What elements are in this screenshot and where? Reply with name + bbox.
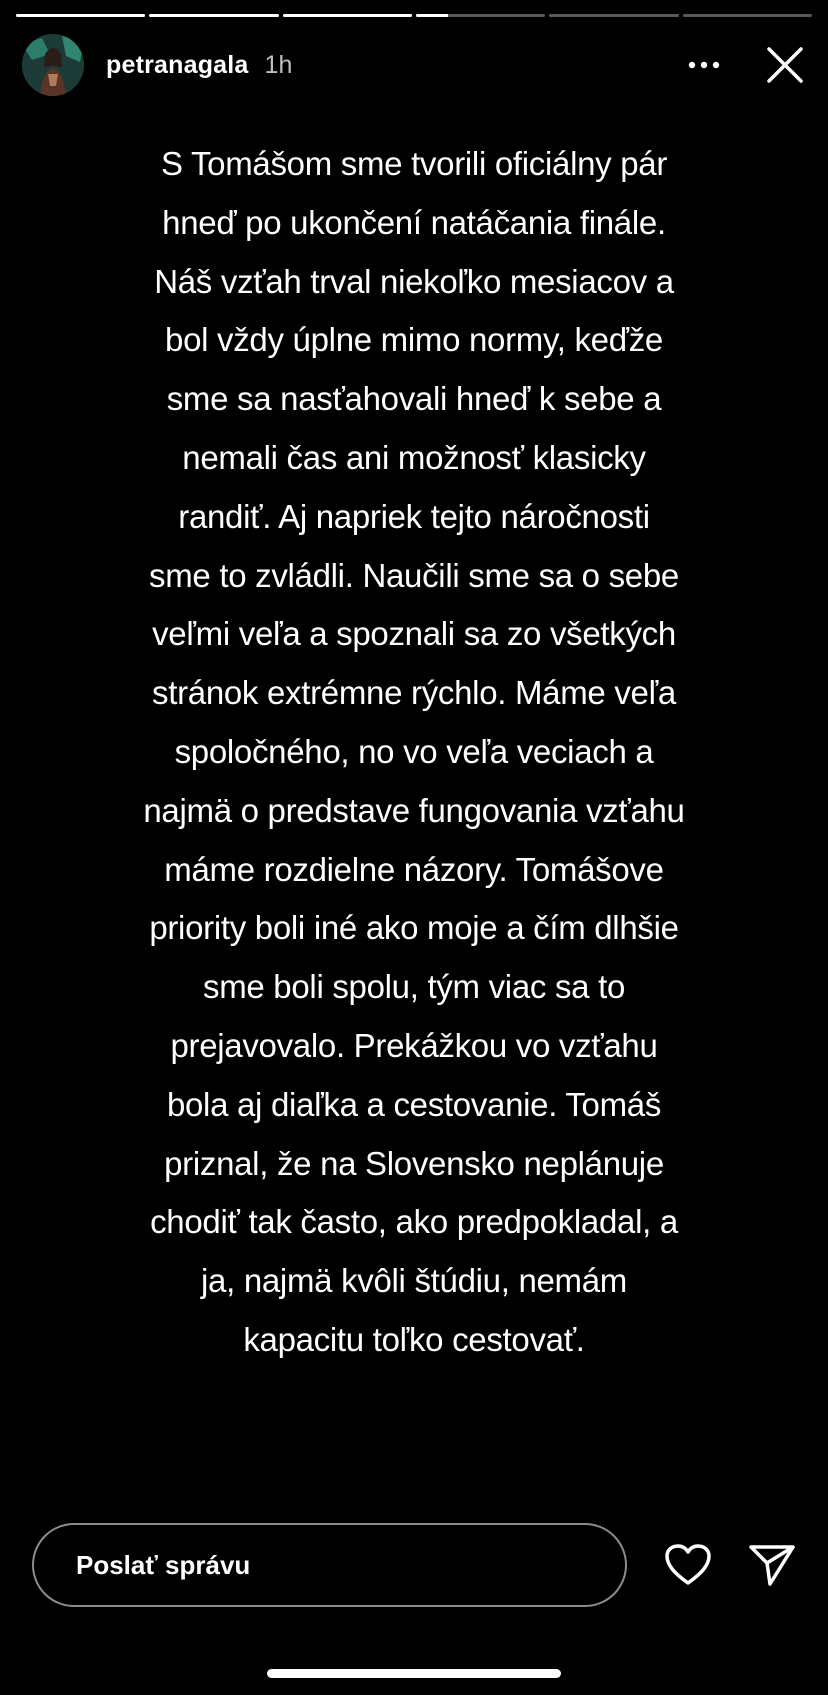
- progress-segment: [683, 14, 812, 17]
- progress-segment-fill: [283, 14, 412, 17]
- send-icon[interactable]: [748, 1543, 796, 1587]
- username[interactable]: petranagala: [106, 50, 249, 79]
- progress-segment: [149, 14, 278, 17]
- reply-bar[interactable]: [32, 1523, 627, 1607]
- progress-segment-fill: [16, 14, 145, 17]
- progress-segment: [549, 14, 678, 17]
- avatar[interactable]: [22, 34, 84, 96]
- story-header: [22, 34, 806, 96]
- more-horizontal-icon[interactable]: [684, 45, 724, 85]
- story-progress-bar: [16, 14, 812, 18]
- progress-segment: [416, 14, 545, 17]
- progress-segment: [16, 14, 145, 17]
- close-icon[interactable]: [764, 44, 806, 86]
- home-indicator: [267, 1669, 561, 1678]
- heart-icon[interactable]: [664, 1543, 712, 1587]
- post-time: 1h: [264, 50, 293, 79]
- progress-segment-fill: [149, 14, 278, 17]
- story-text: S Tomášom sme tvorili oficiálny pár hneď po ukončení natáčania finále. Náš vzťah trval niekoľko mesiacov a bol vždy úplne mimo normy, keďže sme sa nasťahovali hneď k sebe a nemali čas ani možnosť klasicky randiť. Aj napriek tejto náročnosti sme to zvládli. Naučili sme sa o sebe veľmi veľa a spoznali sa zo všetkých stránok extrémne rýchlo. Máme veľa spoločného, no vo veľa veciach a najmä o predstave fungovania vzťahu máme rozdielne názory. Tomášove priority boli iné ako moje a čím dlhšie sme boli spolu, tým viac sa to prejavovalo. Prekážkou vo vzťahu bola aj diaľka a cestovanie. Tomáš priznal, že na Slovensko neplánuje chodiť tak často, ako predpokladal, a ja, najmä kvôli štúdiu, nemám kapacitu toľko cestovať.: [143, 145, 685, 1358]
- progress-segment-fill: [416, 14, 448, 17]
- progress-segment: [283, 14, 412, 17]
- message-input[interactable]: [74, 1549, 625, 1582]
